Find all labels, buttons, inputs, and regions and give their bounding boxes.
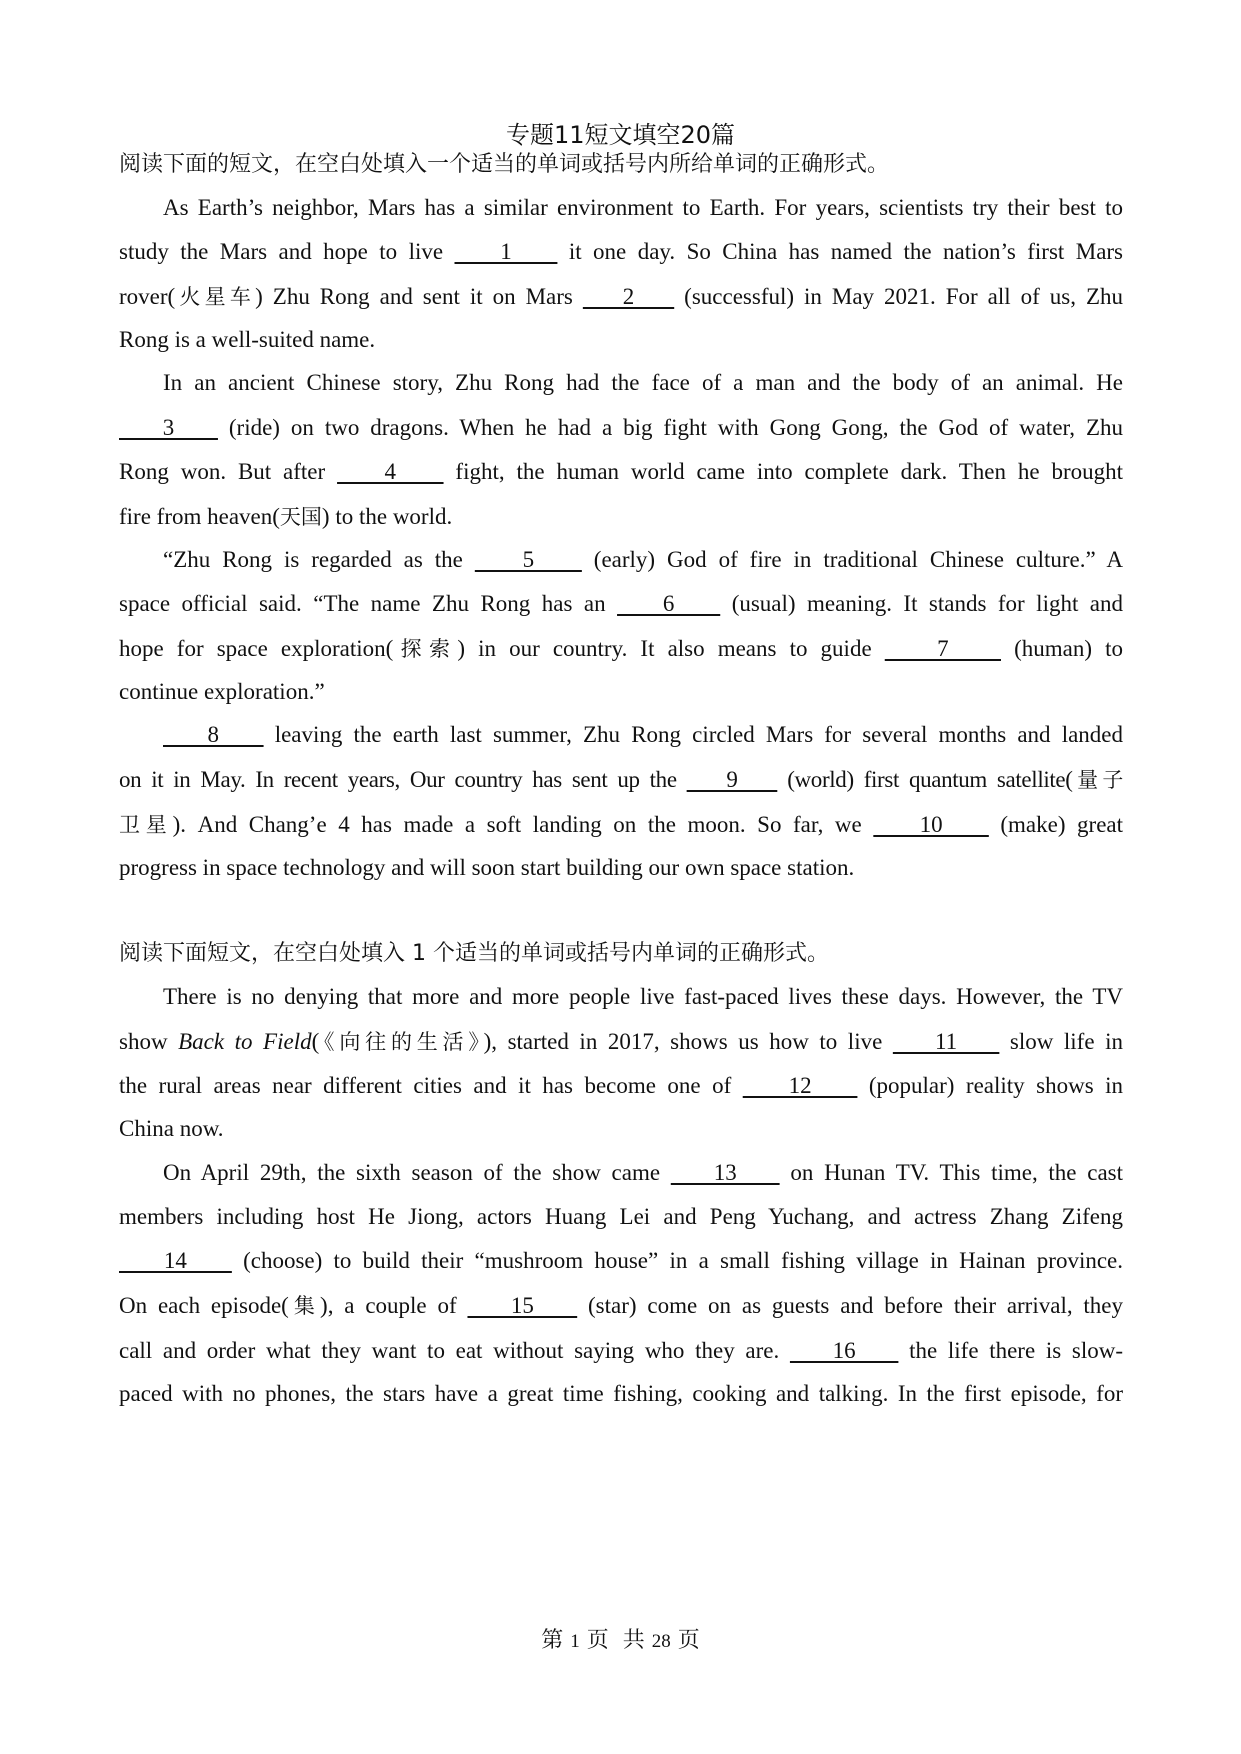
- passage2-line: members including host He Jiong, actors Huang Lei and Peng Yuchang, and actress Zhang Zifeng: [119, 1204, 1123, 1229]
- text-segment: (successful) in May 2021. For all of us, Zhu: [674, 284, 1124, 309]
- text-segment: ), a couple of: [320, 1293, 468, 1318]
- text-segment: ) in our country. It also means to guide: [457, 636, 885, 661]
- text-segment: it one day. So China has named the nation’s first Mars: [557, 239, 1124, 264]
- text-segment: “Zhu Rong is regarded as the: [163, 547, 475, 572]
- footer-text: 页 共: [579, 1628, 652, 1653]
- page-title: 专题11短文填空20篇: [505, 121, 736, 149]
- passage2-instruction: 阅读下面短文，在空白处填入 1 个适当的单词或括号内单词的正确形式。: [119, 941, 829, 966]
- passage1-instruction: 阅读下面的短文，在空白处填入一个适当的单词或括号内所给单词的正确形式。: [119, 152, 890, 177]
- text-segment: call and order what they want to eat without saying who they are.: [119, 1338, 790, 1363]
- text-segment: on it in May. In recent years, Our country has sent up the: [119, 767, 687, 792]
- blank-2: 2: [582, 284, 675, 309]
- text-segment: slow life in: [999, 1029, 1123, 1054]
- chinese-gloss: 卫星: [119, 813, 173, 837]
- chinese-gloss: 探索: [393, 637, 458, 661]
- passage1-line: Rong is a well-suited name.: [119, 327, 376, 352]
- text-segment: (ride) on two dragons. When he had a big fight with Gong Gong, the God of water, Zhu: [217, 415, 1123, 440]
- blank-1: 1: [454, 239, 558, 264]
- text-segment: show: [119, 1029, 179, 1054]
- text-segment: (make) great: [988, 812, 1124, 837]
- show-title: Back to Field: [178, 1029, 312, 1054]
- text-segment: rover(: [119, 284, 176, 309]
- passage2-line: [119, 1246, 1123, 1276]
- passage1-line: [119, 589, 1123, 619]
- text-segment: (world) first quantum satellite(: [777, 767, 1073, 792]
- passage2-line: paced with no phones, the stars have a great time fishing, cooking and talking. In the first episode, for: [119, 1381, 1123, 1406]
- blank-8: 8: [163, 722, 264, 747]
- chinese-gloss: 量子: [1072, 768, 1123, 792]
- blank-6: 6: [617, 591, 721, 616]
- text-segment: ) to the world.: [321, 504, 453, 529]
- page-total: 28: [651, 1631, 671, 1652]
- text-segment: (: [311, 1029, 320, 1054]
- passage1-line: As Earth’s neighbor, Mars has a similar environment to Earth. For years, scientists try their best to: [163, 195, 1123, 220]
- passage2-line: [119, 1291, 1123, 1321]
- passage2-line: [119, 1071, 1123, 1101]
- blank-3: 3: [119, 415, 218, 440]
- passage1-line: progress in space technology and will soon start building our own space station.: [119, 855, 855, 880]
- footer-text: 页: [670, 1628, 700, 1653]
- blank-15: 15: [467, 1293, 578, 1318]
- text-segment: fight, the human world came into complete dark. Then he brought: [443, 459, 1124, 484]
- text-segment: the rural areas near different cities and it has become one of: [119, 1073, 743, 1098]
- text-segment: (star) come on as guests and before their arrival, they: [577, 1293, 1124, 1318]
- passage1-line: [119, 765, 1123, 795]
- text-segment: hope for space exploration(: [119, 636, 394, 661]
- blank-13: 13: [670, 1160, 780, 1185]
- passage1-line: [163, 545, 1123, 575]
- chinese-gloss: 《向往的生活》: [319, 1030, 484, 1054]
- passage1-line: continue exploration.”: [119, 679, 325, 704]
- blank-7: 7: [884, 636, 1001, 661]
- text-segment: on Hunan TV. This time, the cast: [779, 1160, 1124, 1185]
- text-segment: leaving the earth last summer, Zhu Rong circled Mars for several months and landed: [263, 722, 1124, 747]
- chinese-gloss: 集: [288, 1294, 321, 1318]
- passage2-line: China now.: [119, 1116, 224, 1141]
- chinese-gloss: 火星车: [175, 285, 256, 309]
- text-segment: study the Mars and hope to live: [119, 239, 455, 264]
- text-segment: ). And Chang’e 4 has made a soft landing on the moon. So far, we: [172, 812, 874, 837]
- blank-12: 12: [742, 1073, 858, 1098]
- blank-4: 4: [337, 459, 444, 484]
- footer-text: 第: [541, 1628, 571, 1653]
- blank-9: 9: [686, 767, 778, 792]
- text-segment: (usual) meaning. It stands for light and: [720, 591, 1124, 616]
- passage1-line: [119, 810, 1123, 840]
- blank-14: 14: [119, 1248, 232, 1273]
- passage2-line: [163, 1158, 1123, 1188]
- text-segment: ) Zhu Rong and sent it on Mars: [255, 284, 583, 309]
- text-segment: fire from heaven(: [119, 504, 280, 529]
- text-segment: Rong won. But after: [119, 459, 338, 484]
- text-segment: (popular) reality shows in: [857, 1073, 1123, 1098]
- passage1-line: [119, 634, 1123, 664]
- passage1-line: [119, 502, 1123, 532]
- passage1-line: In an ancient Chinese story, Zhu Rong had the face of a man and the body of an animal. He: [163, 370, 1123, 395]
- passage2-line: There is no denying that more and more people live fast-paced lives these days. However, the TV: [163, 984, 1123, 1009]
- text-segment: (early) God of fire in traditional Chinese culture.” A: [581, 547, 1123, 572]
- passage1-line: [119, 237, 1123, 267]
- blank-16: 16: [789, 1338, 899, 1363]
- page-footer: [0, 1626, 1241, 1657]
- text-segment: (human) to: [1001, 636, 1123, 661]
- page-number: 1: [570, 1631, 580, 1652]
- passage1-line: [119, 413, 1123, 443]
- passage2-line: [119, 1027, 1123, 1057]
- text-segment: On each episode(: [119, 1293, 289, 1318]
- blank-11: 11: [892, 1029, 1000, 1054]
- text-segment: On April 29th, the sixth season of the show came: [163, 1160, 671, 1185]
- blank-10: 10: [873, 812, 989, 837]
- chinese-gloss: 天国: [279, 505, 322, 529]
- text-segment: ), started in 2017, shows us how to live: [483, 1029, 893, 1054]
- text-segment: (choose) to build their “mushroom house” in a small fishing village in Hainan province.: [231, 1248, 1124, 1273]
- passage2-line: [119, 1336, 1123, 1366]
- passage1-line: [119, 457, 1123, 487]
- blank-5: 5: [474, 547, 582, 572]
- passage1-line: [119, 282, 1123, 312]
- text-segment: space official said. “The name Zhu Rong has an: [119, 591, 618, 616]
- passage1-line: [163, 720, 1123, 750]
- text-segment: the life there is slow-: [898, 1338, 1123, 1363]
